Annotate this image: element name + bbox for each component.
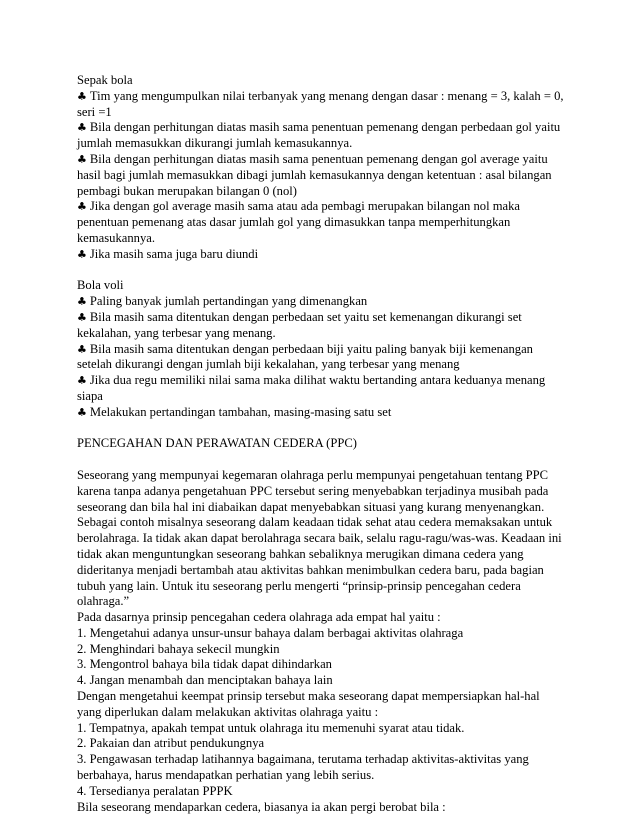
list-item: ♣ Bila dengan perhitungan diatas masih sama penentuan pemenang dengan perbedaan gol yaitu jumlah memasukkan dikurangi jumlah kemasukannya. xyxy=(77,120,561,151)
club-bullet-icon: ♣ xyxy=(77,295,87,309)
list-item: 4. Tersedianya peralatan PPPK xyxy=(77,783,233,798)
club-bullet-icon: ♣ xyxy=(77,152,87,166)
section-title-bola-voli: Bola voli xyxy=(77,278,124,293)
club-bullet-icon: ♣ xyxy=(77,200,87,214)
list-item: 4. Jangan menambah dan menciptakan bahaya lain xyxy=(77,673,333,688)
list-item: 3. Mengontrol bahaya bila tidak dapat dihindarkan xyxy=(77,657,332,672)
ppc-paragraph: Seseorang yang mempunyai kegemaran olahraga perlu mempunyai pengetahuan tentang PPC karena tanpa adanya pengetahuan PPC tersebut sering menyebabkan terjadinya musibah pada seseorang dan bila hal ini diabaikan dapat menyebabkan situasi yang kurang menyenangkan. Sebagai contoh misalnya seseorang dalam keadaan tidak sehat atau cedera memaksakan untuk berolahraga. Ia tidak akan dapat berolahraga secara baik, selalu ragu-ragu/was-was. Keadaan ini tidak akan menguntungkan seseorang bahkan sebaliknya merugikan dimana cedera yang dideritanya menjadi bertambah atau aktivitas bahkan menimbulkan cedera baru, pada bagian tubuh yang lain. Untuk itu seseorang perlu mengerti “prinsip-prinsip pencegahan cedera olahraga.” xyxy=(77,467,562,609)
section-title-sepak-bola: Sepak bola xyxy=(77,73,133,87)
list-item: 2. Menghindari bahaya sekecil mungkin xyxy=(77,641,280,656)
list-item: ♣ Tim yang mengumpulkan nilai terbanyak yang menang dengan dasar : menang = 3, kalah = 0, seri =1 xyxy=(77,88,564,119)
prinsip-intro: Pada dasarnya prinsip pencegahan cedera olahraga ada empat hal yaitu : xyxy=(77,610,441,625)
list-item: ♣ Bila masih sama ditentukan dengan perbedaan biji yaitu paling banyak biji kemenangan setelah dikurangi dengan jumlah biji kekalahan, yang terbesar yang menang xyxy=(77,341,533,372)
section-title-ppc: PENCEGAHAN DAN PERAWATAN CEDERA (PPC) xyxy=(77,436,357,451)
club-bullet-icon: ♣ xyxy=(77,342,87,356)
club-bullet-icon: ♣ xyxy=(77,121,87,135)
club-bullet-icon: ♣ xyxy=(77,374,87,388)
perhatian-intro: Dengan mengetahui keempat prinsip tersebut maka seseorang dapat mempersiapkan hal-hal yang diperlukan dalam melakukan aktivitas olahraga yaitu : xyxy=(77,689,540,719)
list-item: ♣ Bila dengan perhitungan diatas masih sama penentuan pemenang dengan gol average yaitu hasil bagi jumlah memasukkan dibagi jumlah kemasukannya dengan ketentuan : asal bilangan pembagi bukan merupakan bilangan 0 (nol) xyxy=(77,151,552,198)
club-bullet-icon: ♣ xyxy=(77,405,87,419)
document-page xyxy=(77,73,567,815)
closing-line: Bila seseorang mendaparkan cedera, biasanya ia akan pergi berobat bila : xyxy=(77,799,446,814)
list-item: ♣ Jika dua regu memiliki nilai sama maka dilihat waktu bertanding antara keduanya menang siapa xyxy=(77,373,546,403)
list-item: ♣ Bila masih sama ditentukan dengan perbedaan set yaitu set kemenangan dikurangi set kekalahan, yang terbesar yang menang. xyxy=(77,309,522,340)
list-item: 3. Pengawasan terhadap latihannya bagaimana, terutama terhadap aktivitas-aktivitas yang berbahaya, harus mendapatkan perhatian yang lebih serius. xyxy=(77,752,529,783)
list-item: 1. Mengetahui adanya unsur-unsur bahaya dalam berbagai aktivitas olahraga xyxy=(77,625,464,640)
list-item: ♣ Jika masih sama juga baru diundi xyxy=(77,246,259,261)
list-item: 2. Pakaian dan atribut pendukungnya xyxy=(77,736,265,751)
list-item: ♣ Melakukan pertandingan tambahan, masing-masing satu set xyxy=(77,404,392,419)
list-item: ♣ Paling banyak jumlah pertandingan yang dimenangkan xyxy=(77,294,368,309)
list-item: ♣ Jika dengan gol average masih sama atau ada pembagi merupakan bilangan nol maka penentuan pemenang atas dasar jumlah gol yang dimasukkan tanpa memperhitungkan kemasukannya. xyxy=(77,199,520,245)
club-bullet-icon: ♣ xyxy=(77,89,87,103)
club-bullet-icon: ♣ xyxy=(77,310,87,324)
list-item: 1. Tempatnya, apakah tempat untuk olahraga itu memenuhi syarat atau tidak. xyxy=(77,720,465,735)
club-bullet-icon: ♣ xyxy=(77,247,87,261)
